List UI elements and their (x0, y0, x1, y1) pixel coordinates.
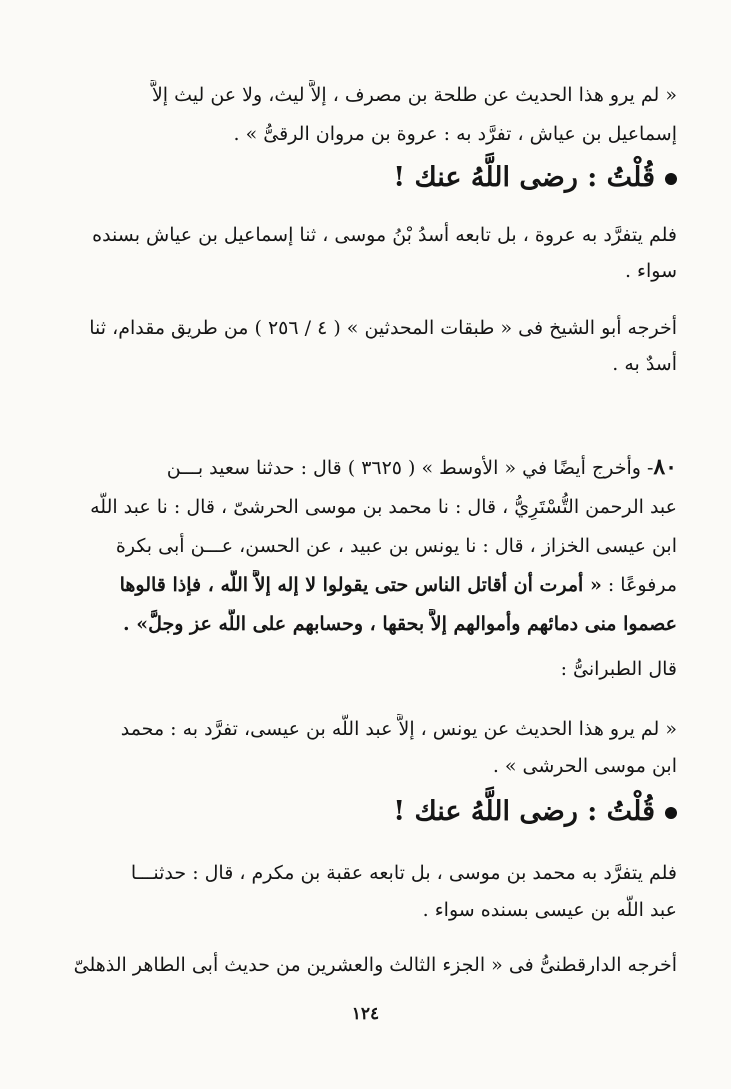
paragraph-line: أسدٌ به . (612, 353, 677, 375)
paragraph-line: سواء . (624, 260, 677, 282)
bullet-icon (665, 173, 677, 185)
hadith-number: ٨٠ (653, 454, 677, 480)
quote-line-2: إسماعيل بن عياش ، تفرَّد به : عروة بن مروان الرقىُّ » . (233, 123, 677, 145)
heading-text: قُلْتُ : رضى اللَّهُ عنك ! (393, 796, 655, 827)
hadith-matn-start: « أمرت أن أقاتل الناس حتى يقولوا لا إله إلاَّ اللَّه ، فإذا قالوها (119, 574, 602, 596)
quote-line-2: ابن موسى الحرشى » . (492, 755, 677, 777)
paragraph-line: عبد اللَّه بن عيسى بسنده سواء . (422, 899, 677, 921)
paragraph-line: أخرجه الدارقطنىُّ فى « الجزء الثالث والعشرين من حديث أبى الطاهر الذهلىّ (73, 954, 677, 976)
hadith-text-line (56, 570, 677, 600)
heading-text: قُلْتُ : رضى اللَّهُ عنك ! (393, 162, 655, 193)
hadith-intro-text: - وأخرج أيضًا في « الأوسط » ( ٣٦٢٥ ) قال : حدثنا سعيد بـــن (166, 457, 654, 479)
paragraph-line: فلم يتفرَّد به محمد بن موسى ، بل تابعه عقبة بن مكرم ، قال : حدثنـــا (130, 862, 677, 884)
section-heading-2 (393, 792, 677, 832)
attribution-line: قال الطبرانىُّ : (560, 658, 677, 680)
paragraph-line: أخرجه أبو الشيخ فى « طبقات المحدثين » ( ٤ / ٢٥٦ ) من طريق مقدام، ثنا (89, 317, 677, 339)
page-number: ١٢٤ (351, 1004, 380, 1024)
bullet-icon (665, 807, 677, 819)
hadith-marfu-label: مرفوعًا : (601, 574, 677, 596)
paragraph-line: فلم يتفرَّد به عروة ، بل تابعه أسدُ بْنُ موسى ، ثنا إسماعيل بن عياش بسنده (92, 224, 677, 246)
hadith-intro-line (56, 452, 677, 483)
hadith-matn-end: عصموا منى دمائهم وأموالهم إلاَّ بحقها ، وحسابهم على اللَّه عز وجلَّ» . (123, 613, 677, 635)
quote-line-1: « لم يرو هذا الحديث عن طلحة بن مصرف ، إلاَّ ليث، ولا عن ليث إلاَّ (151, 84, 677, 106)
paragraph-line: ابن عيسى الخزاز ، قال : نا يونس بن عبيد ، عن الحسن، عـــن أبى بكرة (115, 535, 677, 557)
section-heading-1 (393, 158, 677, 198)
paragraph-line: عبد الرحمن التُّسْتَرِيُّ ، قال : نا محمد بن موسى الحرشىّ ، قال : نا عبد اللَّه (90, 496, 677, 518)
quote-line-1: « لم يرو هذا الحديث عن يونس ، إلاَّ عبد اللَّه بن عيسى، تفرَّد به : محمد (120, 718, 677, 740)
